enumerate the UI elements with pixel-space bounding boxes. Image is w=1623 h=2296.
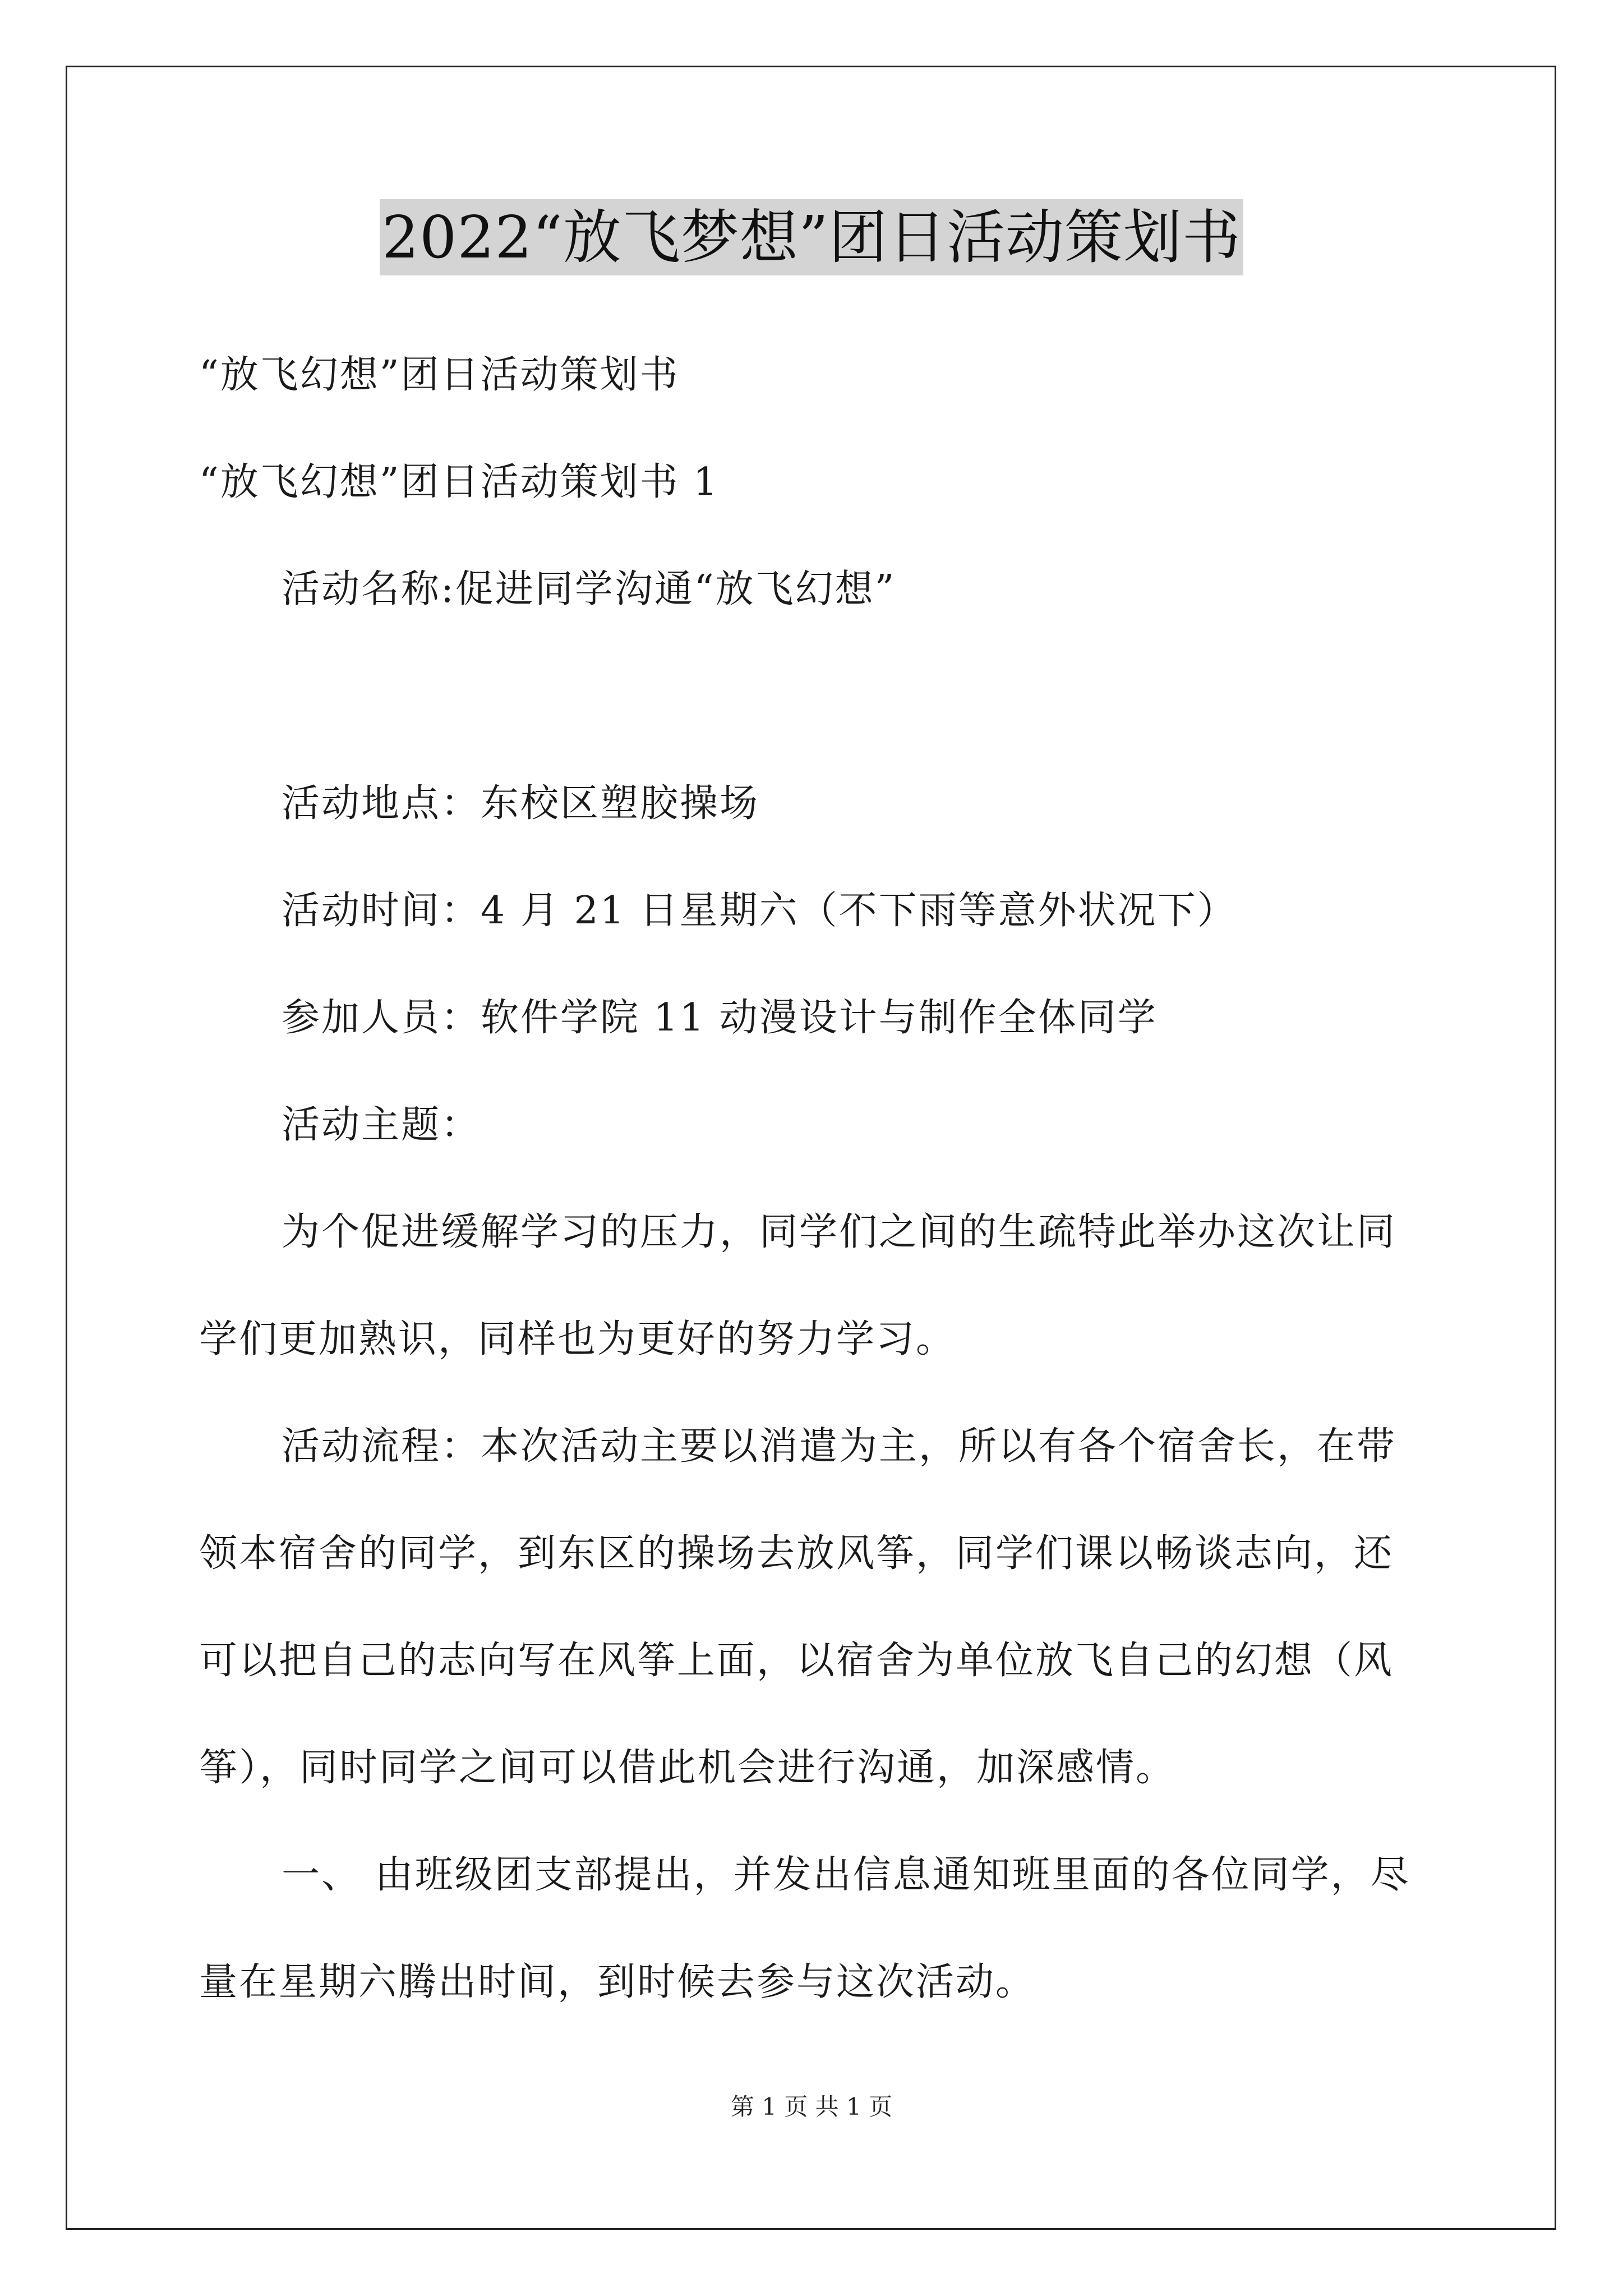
process-paragraph-line-4: 筝），同时同学之间可以借此机会进行沟通，加深感情。 bbox=[199, 1746, 1176, 1790]
step-one-line-1: 一、 由班级团支部提出，并发出信息通知班里面的各位同学，尽 bbox=[282, 1853, 1410, 1897]
theme-paragraph-line-2: 学们更加熟识，同样也为更好的努力学习。 bbox=[199, 1317, 956, 1361]
theme-paragraph-line-1: 为个促进缓解学习的压力，同学们之间的生疏特此举办这次让同 bbox=[282, 1210, 1397, 1254]
activity-time: 活动时间：4 月 21 日星期六（不下雨等意外状况下） bbox=[282, 889, 1237, 933]
process-paragraph-line-2: 领本宿舍的同学，到东区的操场去放风筝，同学们课以畅谈志向，还 bbox=[199, 1531, 1394, 1576]
process-paragraph-line-1: 活动流程：本次活动主要以消遣为主，所以有各个宿舍长，在带 bbox=[282, 1424, 1397, 1469]
document-title: 2022“放飞梦想”团日活动策划书 bbox=[380, 199, 1243, 275]
subtitle-line-numbered: “放飞幻想”团日活动策划书 1 bbox=[199, 460, 720, 504]
process-paragraph-line-3: 可以把自己的志向写在风筝上面，以宿舍为单位放飞自己的幻想（风 bbox=[199, 1639, 1394, 1683]
activity-name: 活动名称:促进同学沟通“放飞幻想” bbox=[282, 567, 896, 611]
page-footer: 第 1 页 共 1 页 bbox=[730, 2093, 893, 2120]
activity-location: 活动地点：东校区塑胶操场 bbox=[282, 781, 760, 826]
participants: 参加人员：软件学院 11 动漫设计与制作全体同学 bbox=[282, 996, 1158, 1040]
step-one-line-2: 量在星期六腾出时间，到时候去参与这次活动。 bbox=[199, 1960, 1036, 2004]
activity-theme-label: 活动主题： bbox=[282, 1103, 481, 1147]
subtitle-line: “放飞幻想”团日活动策划书 bbox=[199, 353, 680, 397]
title-container bbox=[0, 199, 1623, 275]
